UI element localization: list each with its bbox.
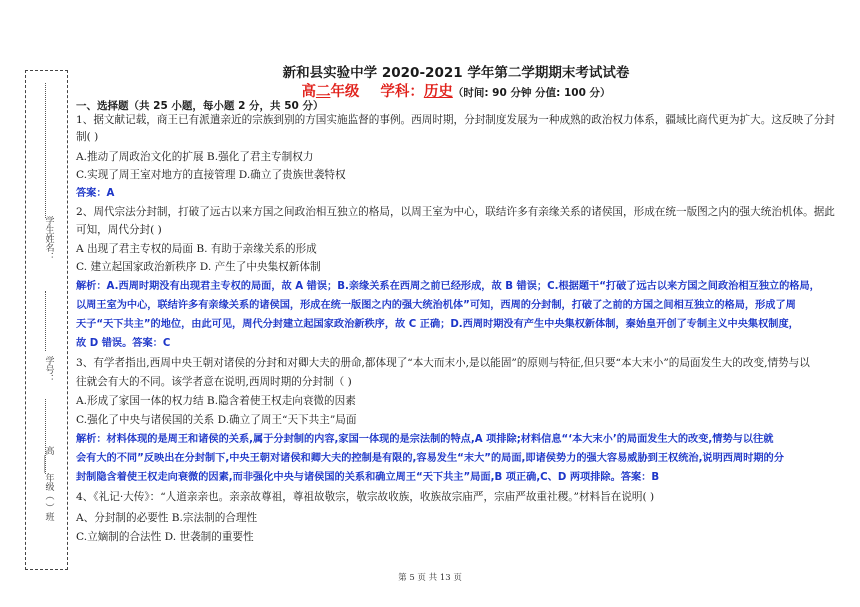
question-line: 往就会有大的不同。该学者意在说明,西周时期的分封制（ )	[76, 376, 352, 388]
question-line: C.强化了中央与诸侯国的关系 D.确立了周王“天下共主”局面	[76, 414, 357, 426]
answer-line: 以周王室为中心，联结许多有亲缘关系的诸侯国，形成在统一版图之内的强大统治机体”可知，西周的分封制，打破了之前的方国之间相互独立的格局，形成了周	[76, 300, 796, 311]
answer-line: 会有大的不同”反映出在分封制下,中央王朝对诸侯和卿大夫的控制是有限的,容易发生“末大”的局面,即诸侯势力的强大容易威胁到王权统治,说明西周时期的分	[76, 453, 784, 464]
answer-line: 天子“天下共主”的地位，由此可见，周代分封建立起国家政治新秩序，故 C 正确；D.西周时期没有产生中央集权新体制，秦始皇开创了专制主义中央集权制度，	[76, 319, 799, 330]
grade-prefix: 高	[301, 84, 316, 100]
page-footer: 第 5 页 共 13 页	[398, 573, 462, 583]
answer-line: 解析：材料体现的是周王和诸侯的关系,属于分封制的内容,家国一体现的是宗法制的特点,A 项排除;材料信息“‘本大末小’的局面发生大的改变,情势与以往就	[76, 434, 774, 445]
student-id-label: 学号：	[43, 356, 54, 383]
answer-line: 故 D 错误。答案：C	[76, 338, 171, 349]
grade-suffix: 年级	[330, 84, 360, 100]
exam-subtitle	[76, 80, 836, 101]
question-line: A.形成了家国一体的权力结 B.隐含着使王权走向衰微的因素	[76, 395, 356, 407]
binding-margin	[25, 70, 68, 570]
id-fill-line-1	[45, 291, 46, 351]
question-line: C. 建立起国家政治新秩序 D. 产生了中央集权新体制	[76, 261, 321, 273]
name-fill-line	[45, 83, 46, 218]
student-name-label: 学生姓名：	[43, 216, 54, 261]
question-line: C.立嫡制的合法性 D. 世袭制的重要性	[76, 531, 254, 543]
question-line: 4、《礼记·大传》：“人道亲亲也。亲亲故尊祖，尊祖故敬宗，敬宗故收族，收族故宗庙严，宗庙严故重社稷。”材料旨在说明( )	[76, 491, 655, 503]
question-line: A、分封制的必要性 B.宗法制的合理性	[76, 512, 258, 524]
answer-line: 封制隐含着使王权走向衰微的因素,而非强化中央与诸侯国的关系和确立周王“天下共主”局面,B 项正确,C、D 两项排除。答案：B	[76, 472, 660, 483]
answer-line: 解析：A.西周时期没有出现君主专权的局面，故 A 错误；B.亲缘关系在西周之前已经形成，故 B 错误；C.根据题干“打破了远古以来方国之间政治相互独立的格局，	[76, 281, 820, 292]
question-line: A.推动了周政治文化的扩展 B.强化了君主专制权力	[76, 151, 314, 163]
section-heading: 一、选择题（共 25 小题，每小题 2 分，共 50 分）	[76, 100, 324, 112]
answer-line: 答案：A	[76, 188, 115, 199]
question-line: A 出现了君主专权的局面 B. 有助于亲缘关系的形成	[76, 243, 317, 255]
question-line: 制( )	[76, 131, 99, 143]
question-line: 可知，周代分封( )	[76, 224, 162, 236]
class-label: 高____年级（ ）班	[43, 446, 54, 521]
subject-value: 历史	[423, 84, 453, 100]
question-line: C.实现了周王室对地方的直接管理 D.确立了贵族世袭特权	[76, 169, 346, 181]
question-line: 2、周代宗法分封制，打破了远古以来方国之间政治相互独立的格局，以周王室为中心，联结许多有亲缘关系的诸侯国，形成在统一版图之内的强大统治机体。据此	[76, 206, 835, 218]
time-info: （时间: 90 分钟 分值: 100 分）	[452, 87, 611, 99]
grade-value: 二	[315, 84, 331, 100]
exam-title: 新和县实验中学 2020-2021 学年第二学期期末考试试卷	[282, 65, 630, 81]
question-line: 3、有学者指出,西周中央王朝对诸侯的分封和对卿大夫的册命,都体现了“本大而末小,是以能固”的原则与特征,但只要“本大末小”的局面发生大的改变,情势与以	[76, 357, 810, 369]
question-line: 1、据文献记载，商王已有派遣亲近的宗族到别的方国实施监督的事例。西周时期，分封制度发展为一种成熟的政治权力体系，疆域比商代更为扩大。这反映了分封	[76, 114, 835, 126]
subject-label: 学科：	[380, 84, 424, 100]
